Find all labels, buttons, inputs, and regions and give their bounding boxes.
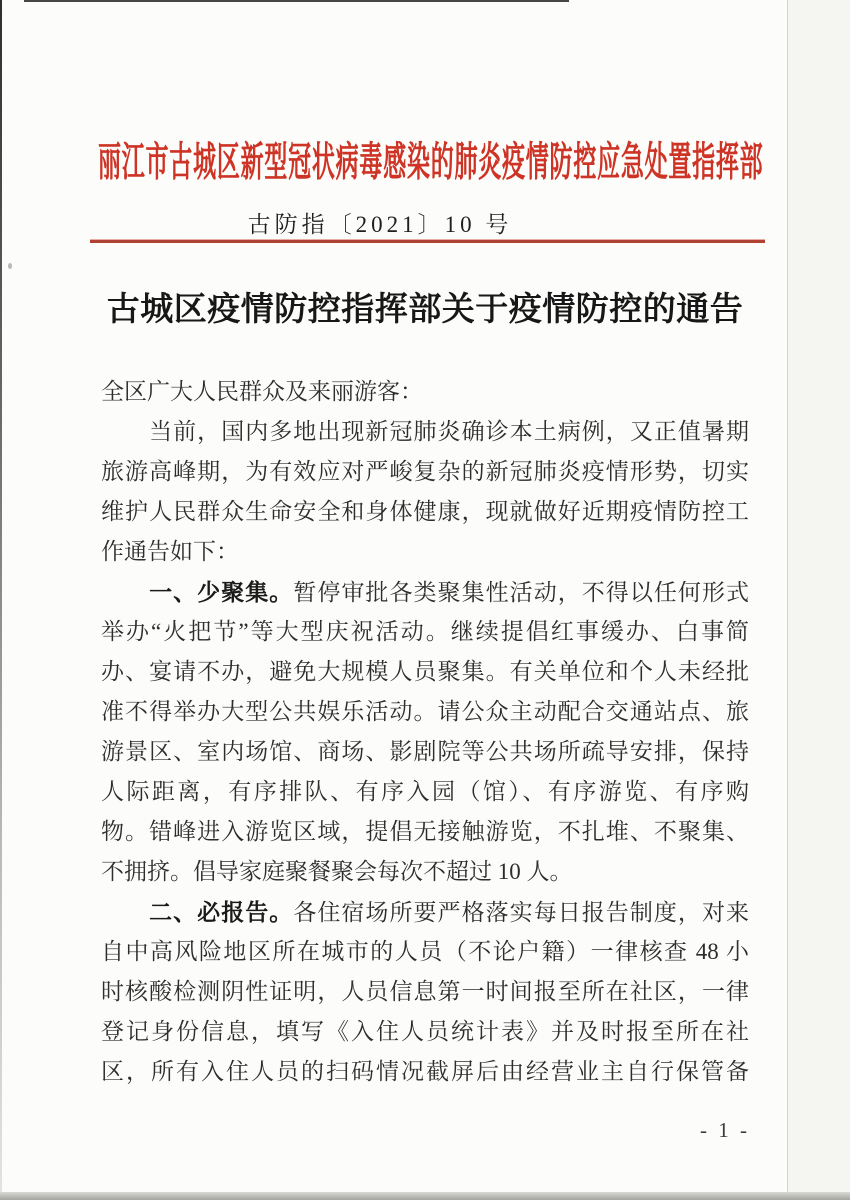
body-text-line: 游景区、室内场馆、商场、影剧院等公共场所疏导安排，保持 <box>101 739 749 764</box>
scan-right-edge-line <box>787 0 788 1200</box>
banner-char: 肺 <box>454 139 478 184</box>
banner-char: 新 <box>240 139 264 184</box>
banner-char: 控 <box>573 139 597 184</box>
banner-char: 古 <box>169 139 193 184</box>
banner-char: 急 <box>620 139 644 184</box>
banner-char: 炎 <box>478 139 502 184</box>
body-text-line: 当前，国内多地出现新冠肺炎确诊本土病例，又正值暑期 <box>101 419 749 444</box>
banner-char: 挥 <box>715 139 739 184</box>
banner-char: 市 <box>145 139 169 184</box>
banner-char: 防 <box>549 139 573 184</box>
body-text-line: 维护人民群众生命安全和身体健康，现就做好近期疫情防控工 <box>101 499 749 524</box>
banner-char: 江 <box>121 139 145 184</box>
page-number: - 1 - <box>700 1118 750 1142</box>
section-lead: 一、少聚集。 <box>101 579 294 605</box>
banner-char: 染 <box>406 139 430 184</box>
body-text-line: 登记身份信息，填写《入住人员统计表》并及时报至所在社 <box>101 1019 749 1044</box>
document-number: 古防指〔2021〕10 号 <box>247 212 513 237</box>
issuer-banner <box>98 114 763 202</box>
section-lead: 二、必报告。 <box>101 899 294 925</box>
banner-char: 情 <box>525 139 549 184</box>
banner-char: 疫 <box>502 139 526 184</box>
banner-char: 感 <box>383 139 407 184</box>
body-text-line: 不拥挤。倡导家庭聚餐聚会每次不超过 10 人。 <box>101 859 573 884</box>
banner-char: 冠 <box>288 139 312 184</box>
banner-char: 毒 <box>359 139 383 184</box>
body-text-line: 二、必报告。各住宿场所要严格落实每日报告制度，对来 <box>101 899 749 925</box>
scan-speck <box>8 263 12 269</box>
body-text-line: 旅游高峰期，为有效应对严峻复杂的新冠肺炎疫情形势，切实 <box>101 459 749 484</box>
body-text-line: 办、宴请不办，避免大规模人员聚集。有关单位和个人未经批 <box>101 659 749 684</box>
banner-char: 处 <box>644 139 668 184</box>
banner-char: 型 <box>264 139 288 184</box>
body-text-line: 全区广大人民群众及来丽游客： <box>101 379 423 404</box>
banner-char: 病 <box>335 139 359 184</box>
body-text-line: 作通告如下： <box>101 539 239 564</box>
banner-char: 城 <box>193 139 217 184</box>
body-text-line: 准不得举办大型公共娱乐活动。请公众主动配合交通站点、旅 <box>101 699 749 724</box>
notice-title: 古城区疫情防控指挥部关于疫情防控的通告 <box>106 292 744 328</box>
scan-left-edge-line <box>0 0 2 1193</box>
body-text-line: 自中高风险地区所在城市的人员（不论户籍）一律核查 48 小 <box>101 939 749 964</box>
banner-char: 的 <box>430 139 454 184</box>
body-text-line: 区，所有入住人员的扫码情况截屏后由经营业主自行保管备 <box>101 1059 749 1084</box>
scan-top-edge-line <box>24 0 569 2</box>
banner-char: 指 <box>692 139 716 184</box>
body-text-line: 举办“火把节”等大型庆祝活动。继续提倡红事缓办、白事简 <box>101 619 749 644</box>
banner-char: 状 <box>311 139 335 184</box>
letterhead-red-rule <box>90 240 765 243</box>
body-text-line: 物。错峰进入游览区域，提倡无接触游览，不扎堆、不聚集、 <box>101 819 749 844</box>
notice-body <box>101 372 749 1092</box>
scan-right-margin <box>788 0 850 1200</box>
body-text-line: 时核酸检测阴性证明，人员信息第一时间报至所在社区，一律 <box>101 979 749 1004</box>
body-text-line: 人际距离，有序排队、有序入园（馆）、有序游览、有序购 <box>101 779 749 804</box>
scan-bottom-edge <box>0 1192 850 1200</box>
banner-char: 置 <box>668 139 692 184</box>
banner-char: 部 <box>739 139 763 184</box>
banner-char: 区 <box>216 139 240 184</box>
banner-char: 丽 <box>98 139 121 184</box>
body-text-line: 一、少聚集。暂停审批各类聚集性活动，不得以任何形式 <box>101 579 749 605</box>
banner-char: 应 <box>597 139 621 184</box>
